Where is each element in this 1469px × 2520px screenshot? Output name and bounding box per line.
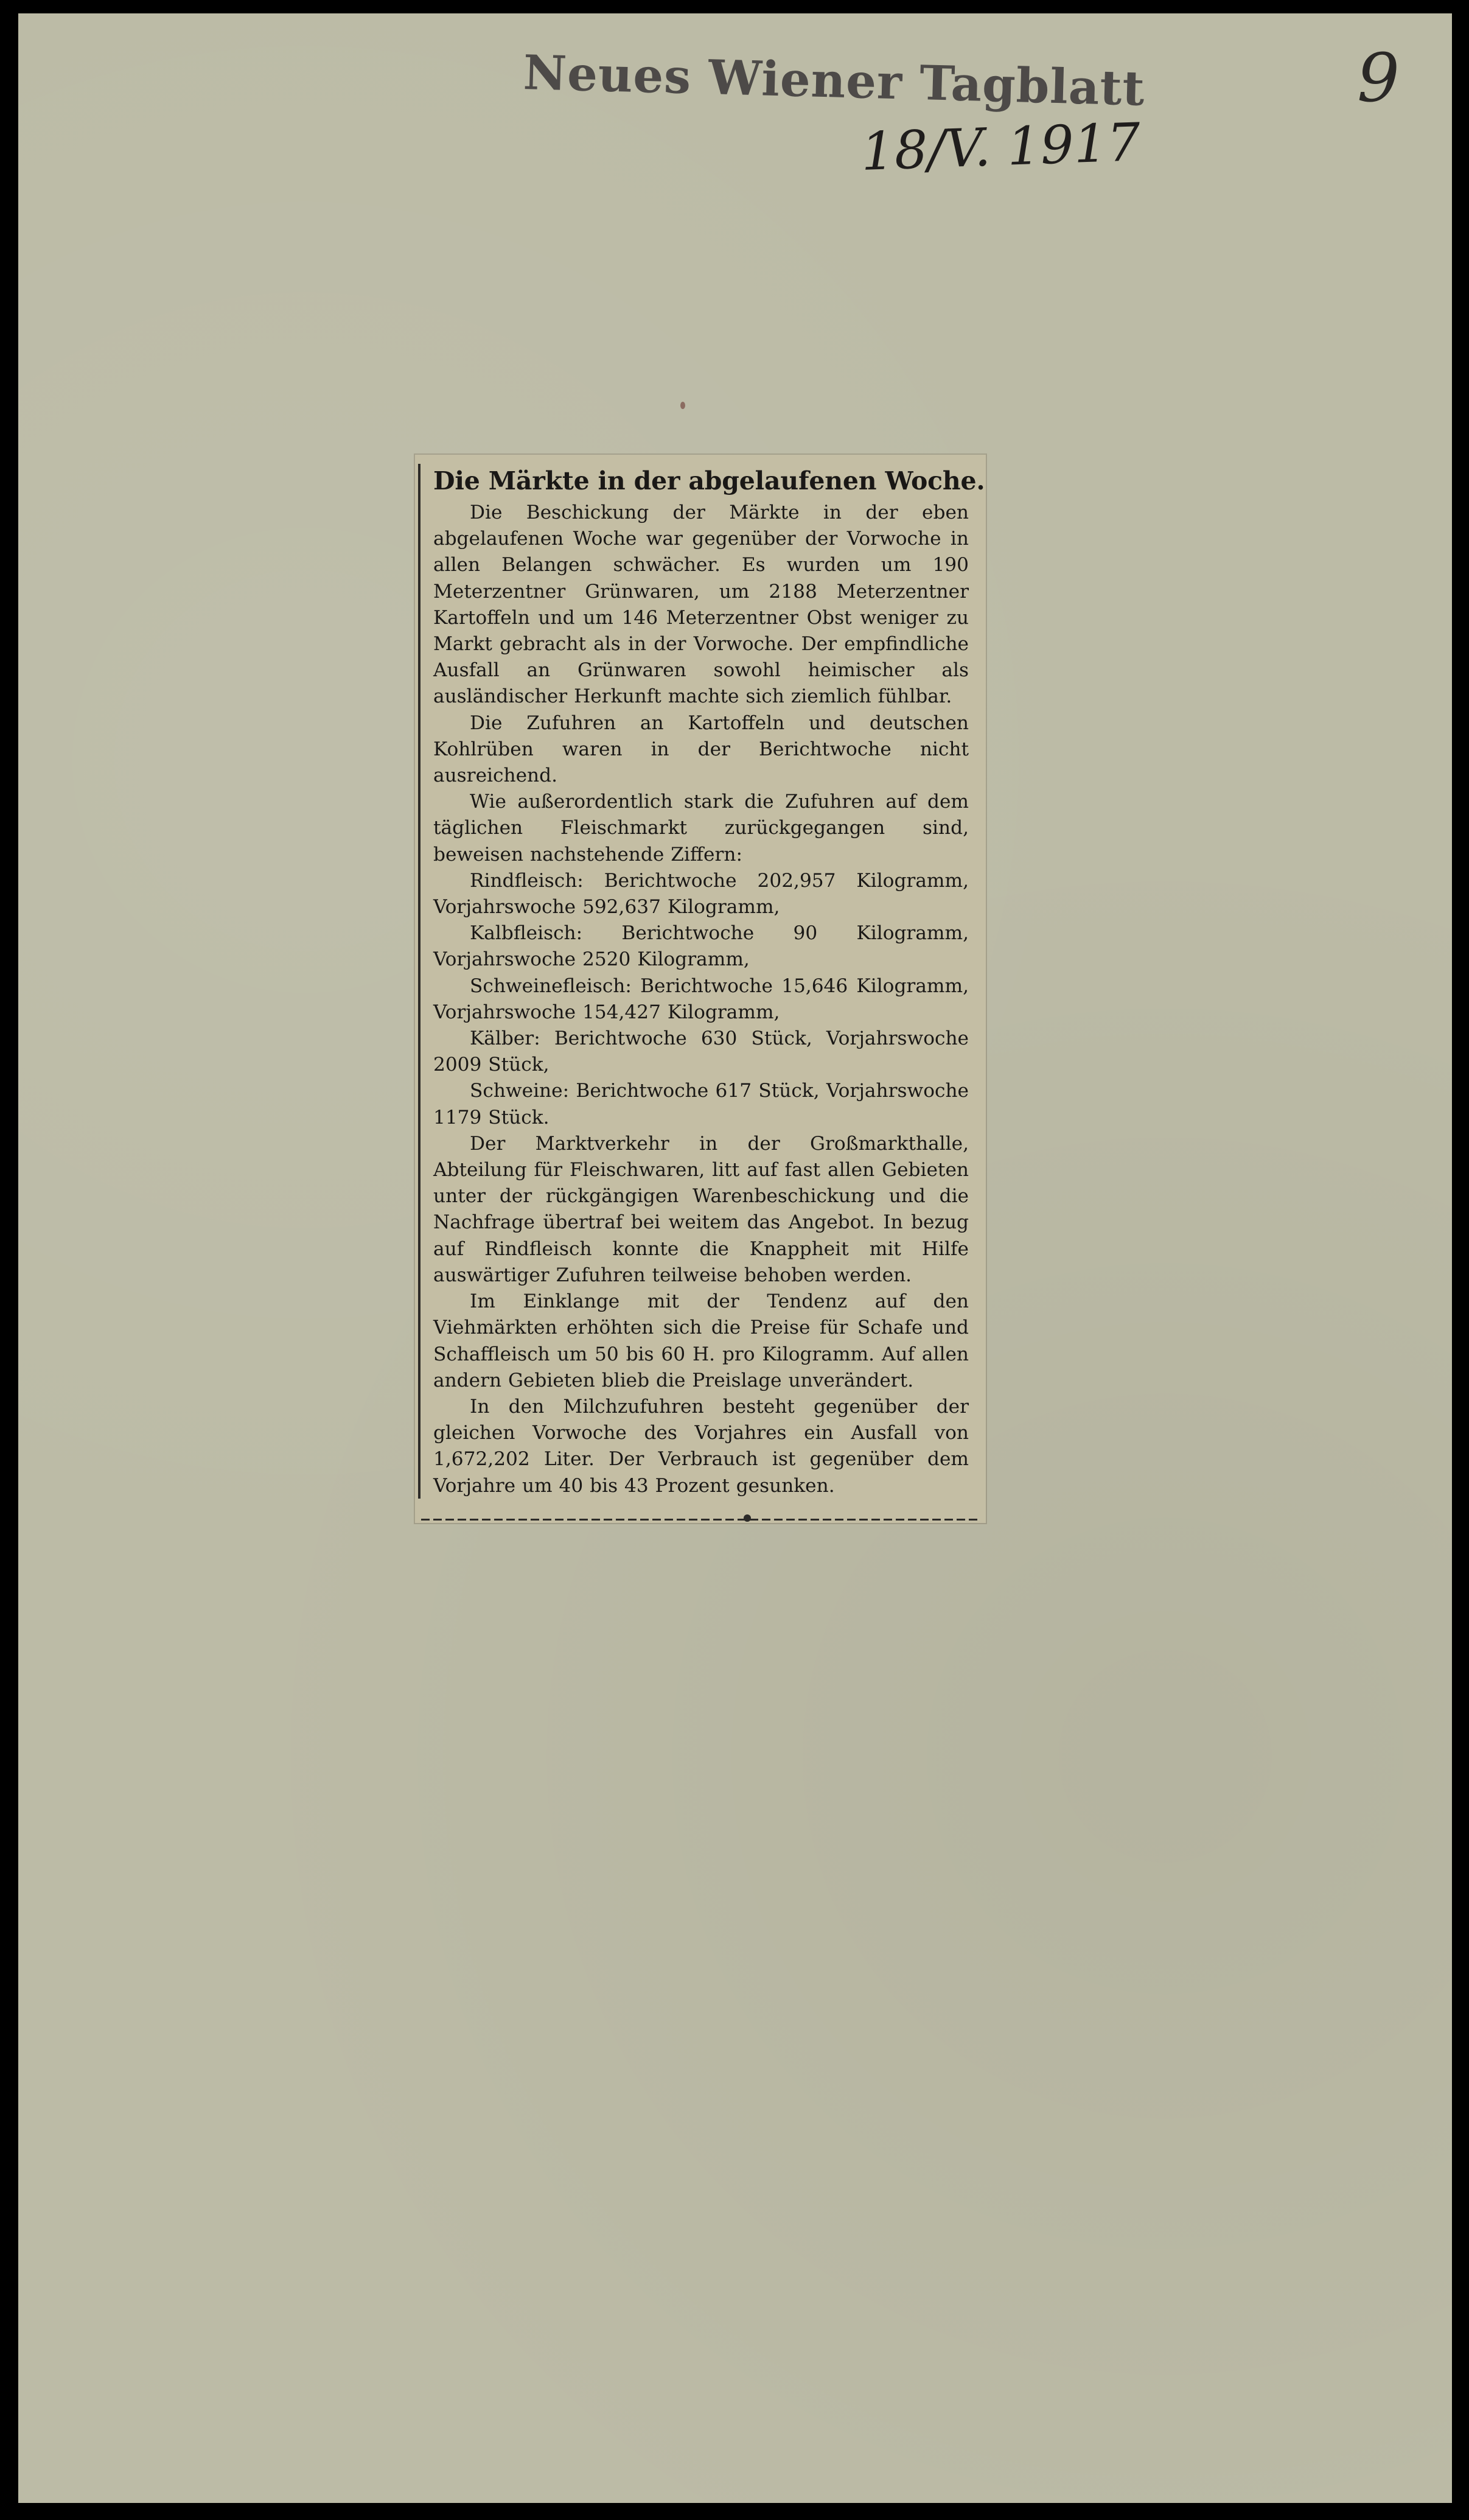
column-rule	[418, 464, 420, 1499]
article-title: Die Märkte in der abgelaufenen Woche.	[433, 466, 985, 495]
article-paragraph: Die Beschickung der Märkte in der eben abgelaufenen Woche war gegenüber der Vorwoche in allen Belangen schwächer. Es wurden um 190 Meterzentner Grünwaren, um 2188 Meterzentner Kartoffeln und um 146 Meterzentner Obst weniger zu Markt gebracht als in der Vorwoche. Der empfindliche Ausfall an Grünwaren sowohl heimischer als ausländischer Herkunft machte sich ziemlich fühlbar.	[433, 502, 969, 708]
bottom-ornament	[744, 1514, 751, 1522]
article-paragraph: Der Marktverkehr in der Großmarkthalle, Abteilung für Fleischwaren, litt auf fast allen Gebieten unter der rückgängigen Warenbeschickung und die Nachfrage übertraf bei weitem das Angebot. In bezug auf Rindfleisch konnte die Knappheit mit Hilfe auswärtiger Zufuhren teilweise behoben werden.	[433, 1132, 969, 1286]
figure-entry-rindfleisch: Rindfleisch: Berichtwoche 202,957 Kilogramm, Vorjahrswoche 592,637 Kilogramm,	[433, 869, 969, 919]
figure-entry-kaelber: Kälber: Berichtwoche 630 Stück, Vorjahrswoche 2009 Stück,	[433, 1027, 969, 1076]
figure-entry-schweinefleisch: Schweinefleisch: Berichtwoche 15,646 Kilogramm, Vorjahrswoche 154,427 Kilogramm,	[433, 975, 969, 1023]
handwritten-date: 18/V. 1917	[860, 112, 1142, 183]
bottom-rule	[421, 1519, 981, 1521]
newspaper-name-stamp: Neues Wiener Tagblatt	[522, 45, 1146, 117]
figure-entry-kalbfleisch: Kalbfleisch: Berichtwoche 90 Kilogramm, Vorjahrswoche 2520 Kilogramm,	[433, 922, 969, 971]
paper-mark	[680, 402, 685, 409]
article-paragraph: Im Einklange mit der Tendenz auf den Viehmärkten erhöhten sich die Preise für Schafe und Schaffleisch um 50 bis 60 H. pro Kilogramm. Auf allen andern Gebieten blieb die Preislage unverändert.	[433, 1290, 969, 1391]
article-paragraph: Die Zufuhren an Kartoffeln und deutschen Kohlrüben waren in der Berichtwoche nicht ausreichend.	[433, 712, 969, 787]
page-number: 9	[1357, 39, 1400, 117]
article	[433, 464, 985, 1499]
figure-entry-schweine: Schweine: Berichtwoche 617 Stück, Vorjahrswoche 1179 Stück.	[433, 1080, 969, 1129]
newspaper-clipping	[415, 455, 986, 1523]
article-paragraph: In den Milchzufuhren besteht gegenüber der gleichen Vorwoche des Vorjahres ein Ausfall von 1,672,202 Liter. Der Verbrauch ist gegenüber dem Vorjahre um 40 bis 43 Prozent gesunken.	[433, 1395, 969, 1497]
article-paragraph: Wie außerordentlich stark die Zufuhren auf dem täglichen Fleischmarkt zurückgegangen sind, beweisen nachstehende Ziffern:	[433, 791, 969, 866]
